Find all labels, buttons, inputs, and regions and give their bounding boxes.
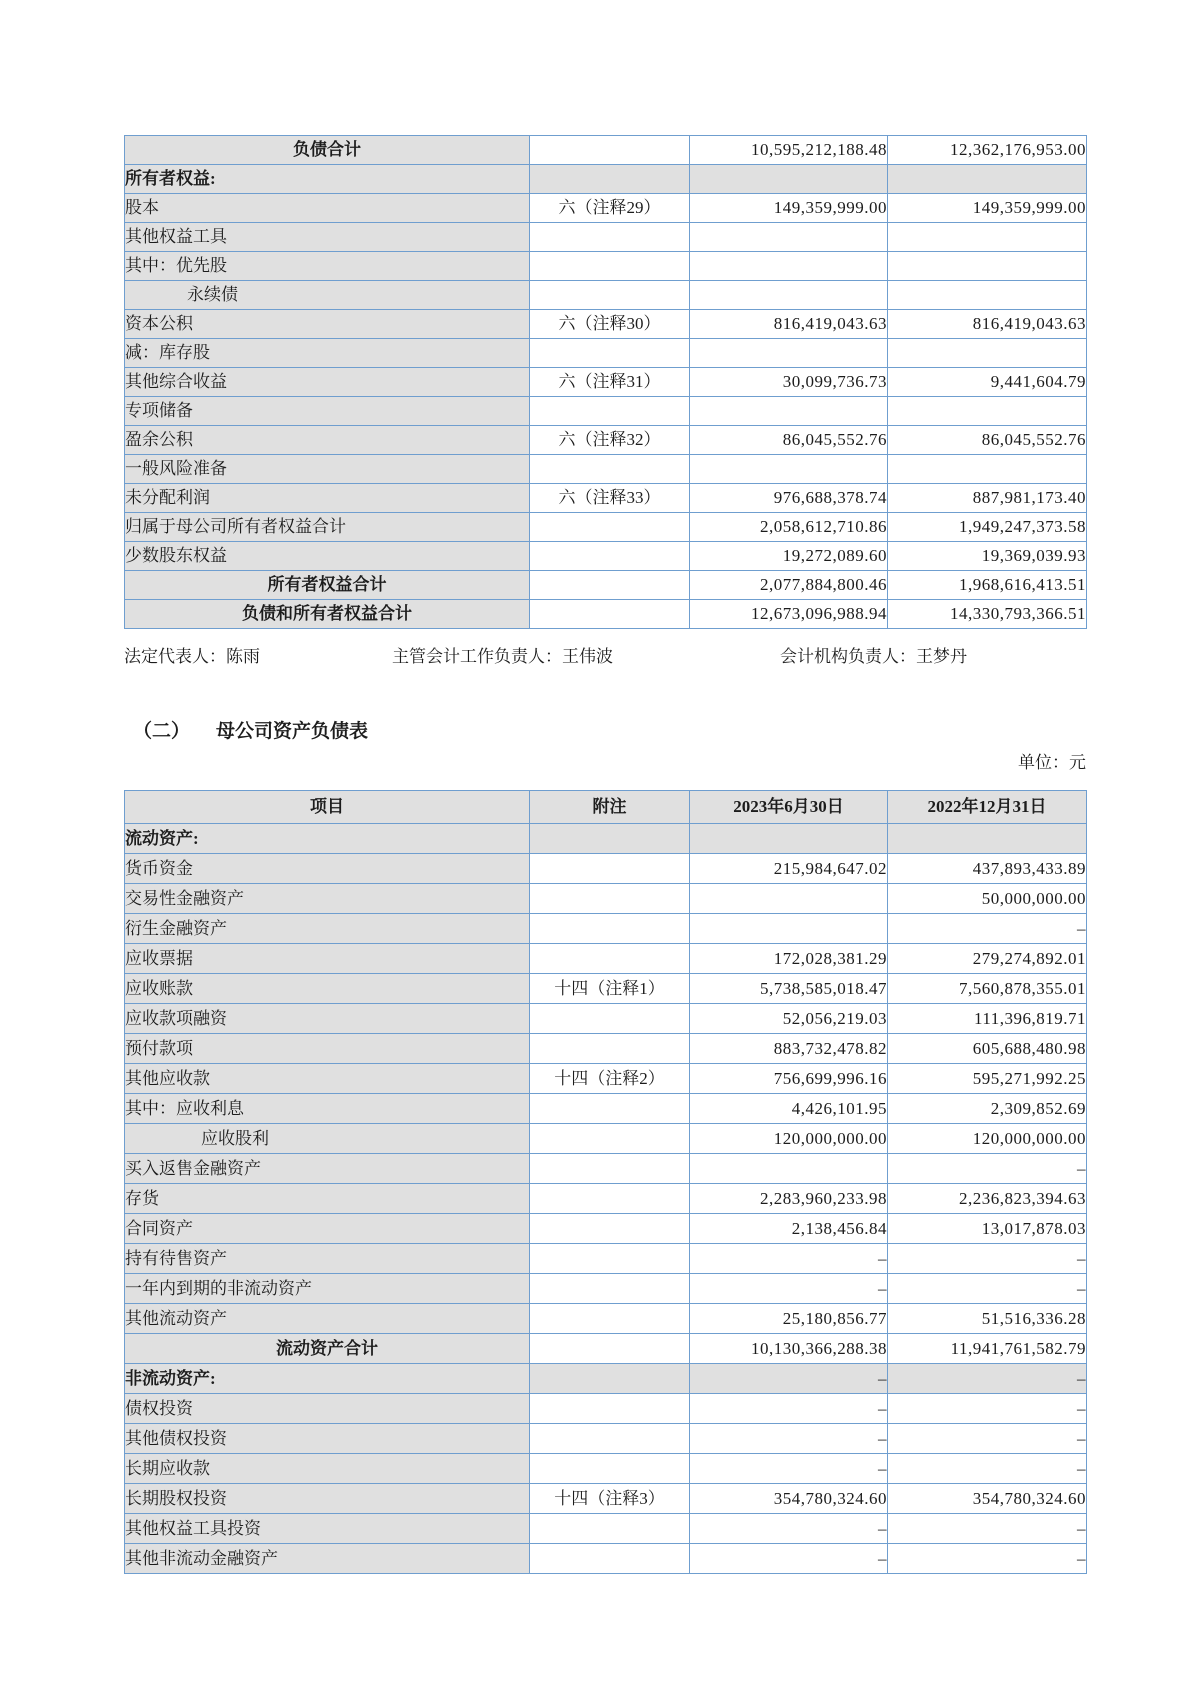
value-2022-cell: 354,780,324.60: [888, 1484, 1087, 1514]
table-row: [125, 600, 1087, 629]
note-cell: [530, 1364, 690, 1394]
table-row: [125, 824, 1087, 854]
row-label-cell: 股本: [125, 194, 530, 223]
table-row: [125, 1454, 1087, 1484]
value-2023-cell: [690, 824, 888, 854]
value-2023-cell: 52,056,219.03: [690, 1004, 888, 1034]
value-2022-cell: 11,941,761,582.79: [888, 1334, 1087, 1364]
value-2022-cell: 13,017,878.03: [888, 1214, 1087, 1244]
note-cell: [530, 914, 690, 944]
row-label-cell: 交易性金融资产: [125, 884, 530, 914]
table-row: [125, 1124, 1087, 1154]
note-cell: [530, 1004, 690, 1034]
note-cell: [530, 1124, 690, 1154]
value-2022-cell: –: [888, 1544, 1087, 1574]
value-2023-cell: 215,984,647.02: [690, 854, 888, 884]
value-2022-cell: 12,362,176,953.00: [888, 136, 1087, 165]
row-label-cell: 其中：应收利息: [125, 1094, 530, 1124]
value-2023-cell: [690, 223, 888, 252]
table-row: [125, 339, 1087, 368]
value-2022-cell: –: [888, 1244, 1087, 1274]
note-cell: [530, 339, 690, 368]
table-row: [125, 884, 1087, 914]
parent-balance-sheet-container: [124, 790, 1086, 1574]
row-label-cell: 其他综合收益: [125, 368, 530, 397]
value-2022-cell: 595,271,992.25: [888, 1064, 1087, 1094]
note-cell: [530, 571, 690, 600]
row-label-cell: 衍生金融资产: [125, 914, 530, 944]
value-2022-cell: –: [888, 1424, 1087, 1454]
note-cell: 十四（注释3）: [530, 1484, 690, 1514]
value-2023-cell: 5,738,585,018.47: [690, 974, 888, 1004]
row-label-cell: 所有者权益:: [125, 165, 530, 194]
note-cell: [530, 1274, 690, 1304]
note-cell: [530, 136, 690, 165]
value-2023-cell: –: [690, 1514, 888, 1544]
value-2022-cell: 50,000,000.00: [888, 884, 1087, 914]
note-cell: [530, 1034, 690, 1064]
note-cell: [530, 1424, 690, 1454]
row-label-cell: 应收款项融资: [125, 1004, 530, 1034]
value-2022-cell: 149,359,999.00: [888, 194, 1087, 223]
note-cell: [530, 1214, 690, 1244]
section-index: （二）: [133, 721, 191, 742]
table-row: [125, 1274, 1087, 1304]
value-2023-cell: [690, 455, 888, 484]
row-label-cell: 应收账款: [125, 974, 530, 1004]
note-cell: [530, 397, 690, 426]
header-date-2023: 2023年6月30日: [690, 791, 888, 824]
note-cell: [530, 1244, 690, 1274]
value-2022-cell: 1,968,616,413.51: [888, 571, 1087, 600]
note-cell: [530, 1394, 690, 1424]
table-row: [125, 165, 1087, 194]
table-row: [125, 194, 1087, 223]
table-row: [125, 1244, 1087, 1274]
value-2022-cell: [888, 824, 1087, 854]
row-label-cell: 其他权益工具投资: [125, 1514, 530, 1544]
table-row: [125, 1154, 1087, 1184]
note-cell: [530, 513, 690, 542]
value-2023-cell: –: [690, 1544, 888, 1574]
table-row: [125, 397, 1087, 426]
value-2022-cell: 279,274,892.01: [888, 944, 1087, 974]
table-row: [125, 1214, 1087, 1244]
value-2023-cell: –: [690, 1454, 888, 1484]
row-label-cell: 一般风险准备: [125, 455, 530, 484]
table-row: [125, 455, 1087, 484]
value-2022-cell: 51,516,336.28: [888, 1304, 1087, 1334]
row-label-cell: 少数股东权益: [125, 542, 530, 571]
value-2023-cell: 19,272,089.60: [690, 542, 888, 571]
legal-representative: 法定代表人：陈雨: [124, 647, 260, 666]
value-2022-cell: [888, 252, 1087, 281]
note-cell: [530, 281, 690, 310]
section-heading: [133, 716, 368, 743]
row-label-cell: 合同资产: [125, 1214, 530, 1244]
note-cell: 六（注释31）: [530, 368, 690, 397]
value-2023-cell: 816,419,043.63: [690, 310, 888, 339]
note-cell: [530, 884, 690, 914]
table-row: [125, 1184, 1087, 1214]
value-2022-cell: [888, 455, 1087, 484]
value-2022-cell: 7,560,878,355.01: [888, 974, 1087, 1004]
table-row: [125, 223, 1087, 252]
value-2022-cell: [888, 223, 1087, 252]
value-2022-cell: [888, 165, 1087, 194]
table-row: [125, 281, 1087, 310]
value-2023-cell: 2,058,612,710.86: [690, 513, 888, 542]
note-cell: [530, 944, 690, 974]
value-2022-cell: –: [888, 1274, 1087, 1304]
section-title: 母公司资产负债表: [216, 721, 369, 742]
table-header-row: [125, 791, 1087, 824]
row-label-cell: 其他非流动金融资产: [125, 1544, 530, 1574]
table-row: [125, 136, 1087, 165]
value-2022-cell: 887,981,173.40: [888, 484, 1087, 513]
row-label-cell: 负债和所有者权益合计: [125, 600, 530, 629]
value-2023-cell: 2,138,456.84: [690, 1214, 888, 1244]
table-row: [125, 914, 1087, 944]
row-label-cell: 负债合计: [125, 136, 530, 165]
value-2023-cell: –: [690, 1394, 888, 1424]
row-label-cell: 所有者权益合计: [125, 571, 530, 600]
row-label-cell: 其他债权投资: [125, 1424, 530, 1454]
table-row: [125, 1064, 1087, 1094]
value-2022-cell: 120,000,000.00: [888, 1124, 1087, 1154]
row-label-cell: 流动资产:: [125, 824, 530, 854]
signature-line: [124, 642, 1086, 664]
note-cell: [530, 1154, 690, 1184]
row-label-cell: 减：库存股: [125, 339, 530, 368]
value-2023-cell: 10,595,212,188.48: [690, 136, 888, 165]
row-label-cell: 盈余公积: [125, 426, 530, 455]
value-2023-cell: 172,028,381.29: [690, 944, 888, 974]
row-label-cell: 预付款项: [125, 1034, 530, 1064]
value-2023-cell: 25,180,856.77: [690, 1304, 888, 1334]
value-2022-cell: –: [888, 1454, 1087, 1484]
value-2022-cell: 437,893,433.89: [888, 854, 1087, 884]
row-label-cell: 专项储备: [125, 397, 530, 426]
table-row: [125, 1094, 1087, 1124]
note-cell: [530, 1334, 690, 1364]
note-cell: 六（注释32）: [530, 426, 690, 455]
value-2023-cell: 2,283,960,233.98: [690, 1184, 888, 1214]
value-2022-cell: 1,949,247,373.58: [888, 513, 1087, 542]
note-cell: [530, 165, 690, 194]
note-cell: [530, 223, 690, 252]
note-cell: [530, 600, 690, 629]
note-cell: [530, 1094, 690, 1124]
table-row: [125, 1334, 1087, 1364]
table-row: [125, 1394, 1087, 1424]
table-row: [125, 1484, 1087, 1514]
table-row: [125, 1004, 1087, 1034]
table-row: [125, 1424, 1087, 1454]
row-label-cell: 永续债: [125, 281, 530, 310]
table-row: [125, 542, 1087, 571]
row-label-cell: 资本公积: [125, 310, 530, 339]
value-2022-cell: 2,236,823,394.63: [888, 1184, 1087, 1214]
value-2023-cell: [690, 339, 888, 368]
note-cell: 六（注释30）: [530, 310, 690, 339]
note-cell: [530, 1454, 690, 1484]
note-cell: 六（注释29）: [530, 194, 690, 223]
value-2023-cell: –: [690, 1424, 888, 1454]
table-row: [125, 974, 1087, 1004]
value-2023-cell: 2,077,884,800.46: [690, 571, 888, 600]
table-row: [125, 1544, 1087, 1574]
note-cell: [530, 542, 690, 571]
value-2023-cell: –: [690, 1244, 888, 1274]
note-cell: [530, 1304, 690, 1334]
header-date-2022: 2022年12月31日: [888, 791, 1087, 824]
value-2022-cell: 9,441,604.79: [888, 368, 1087, 397]
value-2023-cell: 12,673,096,988.94: [690, 600, 888, 629]
table-row: [125, 426, 1087, 455]
value-2022-cell: 816,419,043.63: [888, 310, 1087, 339]
table-row: [125, 310, 1087, 339]
row-label-cell: 应收票据: [125, 944, 530, 974]
value-2023-cell: 883,732,478.82: [690, 1034, 888, 1064]
note-cell: 六（注释33）: [530, 484, 690, 513]
value-2023-cell: [690, 914, 888, 944]
table-row: [125, 1034, 1087, 1064]
table-row: [125, 571, 1087, 600]
value-2023-cell: [690, 884, 888, 914]
value-2022-cell: –: [888, 1394, 1087, 1424]
equity-liabilities-summary-table: [124, 135, 1087, 629]
row-label-cell: 长期应收款: [125, 1454, 530, 1484]
row-label-cell: 长期股权投资: [125, 1484, 530, 1514]
table-row: [125, 1304, 1087, 1334]
note-cell: [530, 455, 690, 484]
value-2023-cell: 10,130,366,288.38: [690, 1334, 888, 1364]
value-2023-cell: –: [690, 1274, 888, 1304]
value-2023-cell: 30,099,736.73: [690, 368, 888, 397]
value-2023-cell: 149,359,999.00: [690, 194, 888, 223]
value-2023-cell: –: [690, 1364, 888, 1394]
value-2023-cell: [690, 1154, 888, 1184]
note-cell: [530, 252, 690, 281]
note-cell: [530, 1514, 690, 1544]
value-2022-cell: 19,369,039.93: [888, 542, 1087, 571]
value-2023-cell: [690, 252, 888, 281]
value-2023-cell: 120,000,000.00: [690, 1124, 888, 1154]
row-label-cell: 归属于母公司所有者权益合计: [125, 513, 530, 542]
row-label-cell: 其他应收款: [125, 1064, 530, 1094]
value-2022-cell: [888, 339, 1087, 368]
row-label-cell: 存货: [125, 1184, 530, 1214]
row-label-cell: 流动资产合计: [125, 1334, 530, 1364]
row-label-cell: 其他权益工具: [125, 223, 530, 252]
note-cell: [530, 824, 690, 854]
value-2022-cell: –: [888, 1514, 1087, 1544]
table-row: [125, 944, 1087, 974]
note-cell: 十四（注释1）: [530, 974, 690, 1004]
table-row: [125, 252, 1087, 281]
header-note: 附注: [530, 791, 690, 824]
chief-accountant: 主管会计工作负责人：王伟波: [392, 647, 613, 666]
row-label-cell: 其他流动资产: [125, 1304, 530, 1334]
note-cell: [530, 1184, 690, 1214]
row-label-cell: 货币资金: [125, 854, 530, 884]
value-2023-cell: [690, 165, 888, 194]
value-2022-cell: –: [888, 1154, 1087, 1184]
table-row: [125, 1364, 1087, 1394]
value-2022-cell: [888, 281, 1087, 310]
value-2022-cell: 14,330,793,366.51: [888, 600, 1087, 629]
row-label-cell: 非流动资产:: [125, 1364, 530, 1394]
accounting-agency-head: 会计机构负责人：王梦丹: [780, 647, 967, 666]
value-2022-cell: [888, 397, 1087, 426]
row-label-cell: 应收股利: [125, 1124, 530, 1154]
value-2023-cell: 756,699,996.16: [690, 1064, 888, 1094]
value-2023-cell: 86,045,552.76: [690, 426, 888, 455]
value-2023-cell: 976,688,378.74: [690, 484, 888, 513]
table-row: [125, 513, 1087, 542]
table-row: [125, 368, 1087, 397]
value-2022-cell: –: [888, 914, 1087, 944]
row-label-cell: 买入返售金融资产: [125, 1154, 530, 1184]
row-label-cell: 债权投资: [125, 1394, 530, 1424]
note-cell: 十四（注释2）: [530, 1064, 690, 1094]
value-2023-cell: [690, 397, 888, 426]
table-row: [125, 854, 1087, 884]
value-2023-cell: 354,780,324.60: [690, 1484, 888, 1514]
row-label-cell: 未分配利润: [125, 484, 530, 513]
value-2022-cell: –: [888, 1364, 1087, 1394]
parent-company-balance-sheet-table: [124, 790, 1087, 1574]
row-label-cell: 其中：优先股: [125, 252, 530, 281]
value-2022-cell: 86,045,552.76: [888, 426, 1087, 455]
equity-liabilities-table-container: [124, 135, 1086, 629]
value-2022-cell: 111,396,819.71: [888, 1004, 1087, 1034]
value-2023-cell: 4,426,101.95: [690, 1094, 888, 1124]
row-label-cell: 持有待售资产: [125, 1244, 530, 1274]
value-2022-cell: 2,309,852.69: [888, 1094, 1087, 1124]
row-label-cell: 一年内到期的非流动资产: [125, 1274, 530, 1304]
table-row: [125, 484, 1087, 513]
header-item: 项目: [125, 791, 530, 824]
note-cell: [530, 1544, 690, 1574]
value-2022-cell: 605,688,480.98: [888, 1034, 1087, 1064]
unit-label: 单位：元: [1018, 753, 1086, 772]
note-cell: [530, 854, 690, 884]
table-row: [125, 1514, 1087, 1544]
value-2023-cell: [690, 281, 888, 310]
